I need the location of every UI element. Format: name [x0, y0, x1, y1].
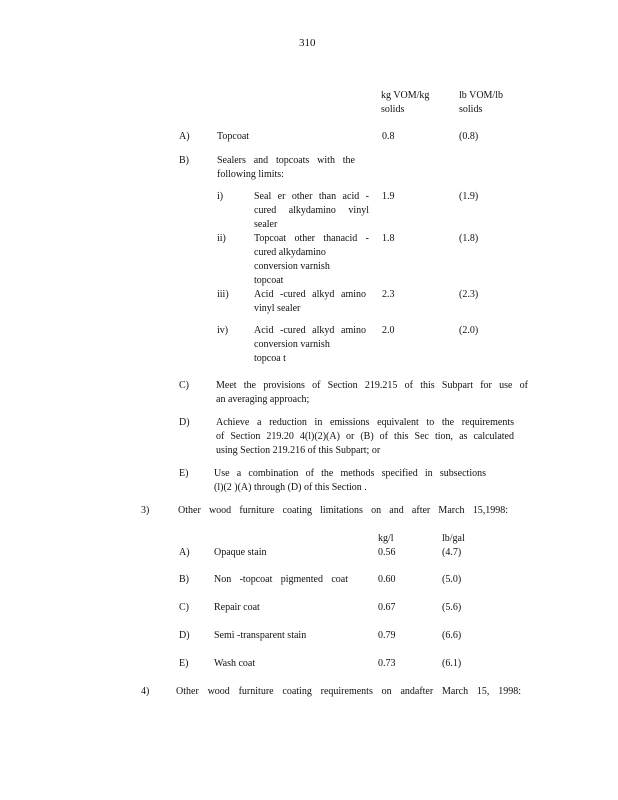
- item-label: C): [179, 380, 189, 391]
- section-text: Other wood furniture coating requirements on andafter March 15, 1998:: [176, 686, 521, 697]
- item-label: E): [179, 468, 189, 479]
- row-text: Semi -transparent stain: [214, 630, 307, 641]
- lb-value: (1.9): [459, 191, 479, 202]
- kg-value: 0.56: [378, 547, 396, 558]
- sub-item-label: iii): [217, 289, 229, 300]
- column-header-lb: lb VOM/lb solids: [459, 90, 503, 115]
- row-label: B): [179, 574, 189, 585]
- page-number: 310: [299, 37, 316, 49]
- row-text: Wash coat: [214, 658, 256, 669]
- kg-value: 1.8: [382, 233, 395, 244]
- sub-item-label: i): [217, 191, 224, 202]
- column-header-lb: lb/gal: [442, 533, 465, 544]
- row-text: Non -topcoat pigmented coat: [214, 574, 348, 585]
- row-label: A): [179, 547, 190, 558]
- lb-value: (2.3): [459, 289, 479, 300]
- kg-value: 0.60: [378, 574, 396, 585]
- item-label: A): [179, 131, 190, 142]
- sub-item-label: ii): [217, 233, 226, 244]
- kg-value: 2.0: [382, 325, 395, 336]
- lb-value: (5.0): [442, 574, 462, 585]
- row-label: D): [179, 630, 190, 641]
- row-text: Opaque stain: [214, 547, 267, 558]
- item-label: B): [179, 155, 189, 166]
- section-label: 3): [141, 505, 150, 516]
- lb-value: (4.7): [442, 547, 462, 558]
- item-text: Achieve a reduction in emissions equivalent to the requirements of Section 219.20 4(l)(2)(A) or (B) of this Sec tion, as calculated using Section 219.216 of this Subpart; or: [216, 417, 514, 456]
- lb-value: (0.8): [459, 131, 479, 142]
- column-header-kg: kg/l: [378, 533, 394, 544]
- sub-item-text: Seal er other than acid - cured alkydamino vinyl sealer: [254, 191, 369, 230]
- section-text: Other wood furniture coating limitations on and after March 15,1998:: [178, 505, 508, 516]
- row-label: C): [179, 602, 189, 613]
- lb-value: (5.6): [442, 602, 462, 613]
- item-label: D): [179, 417, 190, 428]
- item-text: Sealers and topcoats with the following limits:: [217, 155, 355, 180]
- kg-value: 1.9: [382, 191, 395, 202]
- column-header-kg: kg VOM/kg solids: [381, 90, 430, 115]
- sub-item-text: Topcoat other thanacid - cured alkydamino conversion varnish topcoat: [254, 233, 369, 286]
- lb-value: (1.8): [459, 233, 479, 244]
- kg-value: 2.3: [382, 289, 395, 300]
- kg-value: 0.79: [378, 630, 396, 641]
- row-text: Repair coat: [214, 602, 260, 613]
- lb-value: (2.0): [459, 325, 479, 336]
- row-label: E): [179, 658, 189, 669]
- sub-item-text: Acid -cured alkyd amino vinyl sealer: [254, 289, 366, 314]
- item-text: Meet the provisions of Section 219.215 of this Subpart for use of an averaging approach;: [216, 380, 528, 405]
- kg-value: 0.8: [382, 131, 395, 142]
- kg-value: 0.73: [378, 658, 396, 669]
- item-text: Topcoat: [217, 131, 250, 142]
- kg-value: 0.67: [378, 602, 396, 613]
- sub-item-text: Acid -cured alkyd amino conversion varnish topcoa t: [254, 325, 366, 364]
- lb-value: (6.1): [442, 658, 462, 669]
- lb-value: (6.6): [442, 630, 462, 641]
- sub-item-label: iv): [217, 325, 229, 336]
- item-text: Use a combination of the methods specified in subsections (l)(2 )(A) through (D) of this Section .: [214, 468, 486, 493]
- section-label: 4): [141, 686, 150, 697]
